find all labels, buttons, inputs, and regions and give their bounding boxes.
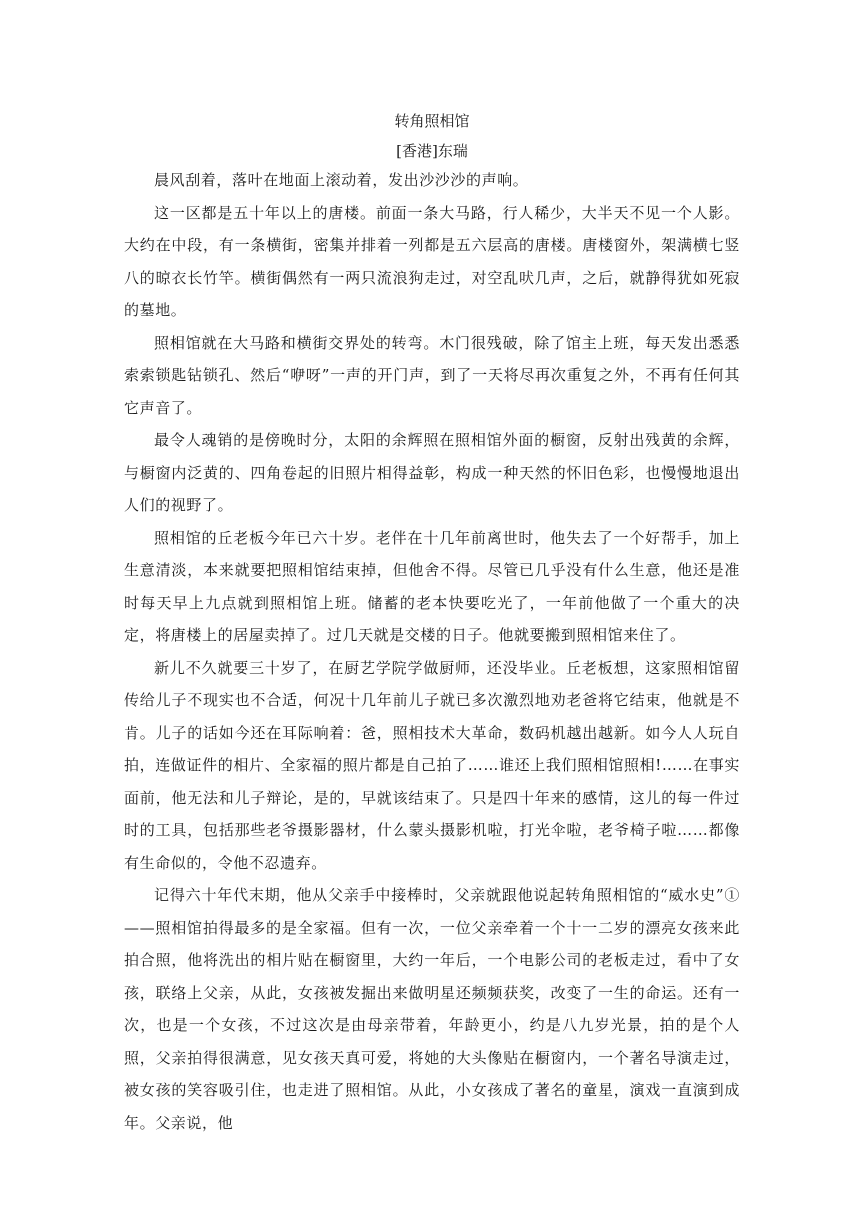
- document-title: 转角照相馆: [394, 112, 470, 130]
- paragraph-1: 晨风刮着，落叶在地面上滚动着，发出沙沙沙的声响。: [154, 171, 529, 189]
- paragraph-7: 记得六十年代末期，他从父亲手中接棒时，父亲就跟他说起转角照相馆的“威水史”①——照相馆拍得最多的是全家福。但有一次，一位父亲牵着一个十一二岁的漂亮女孩来此拍合照，他将洗出的相片贴在橱窗里，大约一年后，一个电影公司的老板走过，看中了女孩，联络上父亲，从此，女孩被发掘出来做明星还频频获奖，改变了一生的命运。还有一次，也是一个女孩，不过这次是由母亲带着，年龄更小，约是八九岁光景，拍的是个人照，父亲拍得很满意，见女孩天真可爱，将她的大头像贴在橱窗内，一个著名导演走过，被女孩的笑容吸引住，也走进了照相馆。从此，小女孩成了著名的童星，演戏一直演到成年。父亲说，他: [124, 886, 740, 1132]
- document-author: [香港]东瑞: [396, 142, 468, 160]
- paragraph-2: 这一区都是五十年以上的唐楼。前面一条大马路，行人稀少，大半天不见一个人影。大约在中段，有一条横街，密集并排着一列都是五六层高的唐楼。唐楼窗外，架满横七竖八的晾衣长竹竿。横街偶然有一两只流浪狗走过，对空乱吠几声，之后，就静得犹如死寂的墓地。: [124, 203, 740, 319]
- paragraph-4: 最令人魂销的是傍晚时分，太阳的余辉照在照相馆外面的橱窗，反射出残黄的余辉，与橱窗内泛黄的、四角卷起的旧照片相得益彰，构成一种天然的怀旧色彩，也慢慢地退出人们的视野了。: [124, 431, 740, 514]
- paragraph-5: 照相馆的丘老板今年已六十岁。老伴在十几年前离世时，他失去了一个好帮手，加上生意清淡，本来就要把照相馆结束掉，但他舍不得。尽管已几乎没有什么生意，他还是准时每天早上九点就到照相馆上班。储蓄的老本快要吃光了，一年前他做了一个重大的决定，将唐楼上的居屋卖掉了。过几天就是交楼的日子。他就要搬到照相馆来住了。: [124, 528, 740, 644]
- document-body: [124, 108, 740, 1139]
- paragraph-3: 照相馆就在大马路和横街交界处的转弯。木门很残破，除了馆主上班，每天发出悉悉索索锁匙钻锁孔、然后“咿呀”一声的开门声，到了一天将尽再次重复之外，不再有任何其它声音了。: [124, 333, 740, 417]
- paragraph-6: 新儿不久就要三十岁了，在厨艺学院学做厨师，还没毕业。丘老板想，这家照相馆留传给儿子不现实也不合适，何况十几年前儿子就已多次激烈地劝老爸将它结束，他就是不肯。儿子的话如今还在耳际响着：爸，照相技术大革命，数码机越出越新。如今人人玩自拍，连做证件的相片、全家福的照片都是自己拍了……谁还上我们照相馆照相!……在事实面前，他无法和儿子辩论，是的，早就该结束了。只是四十年来的感情，这儿的每一件过时的工具，包括那些老爷摄影器材，什么蒙头摄影机啦，打光伞啦，老爷椅子啦……都像有生命似的，令他不忍遗弃。: [124, 658, 740, 872]
